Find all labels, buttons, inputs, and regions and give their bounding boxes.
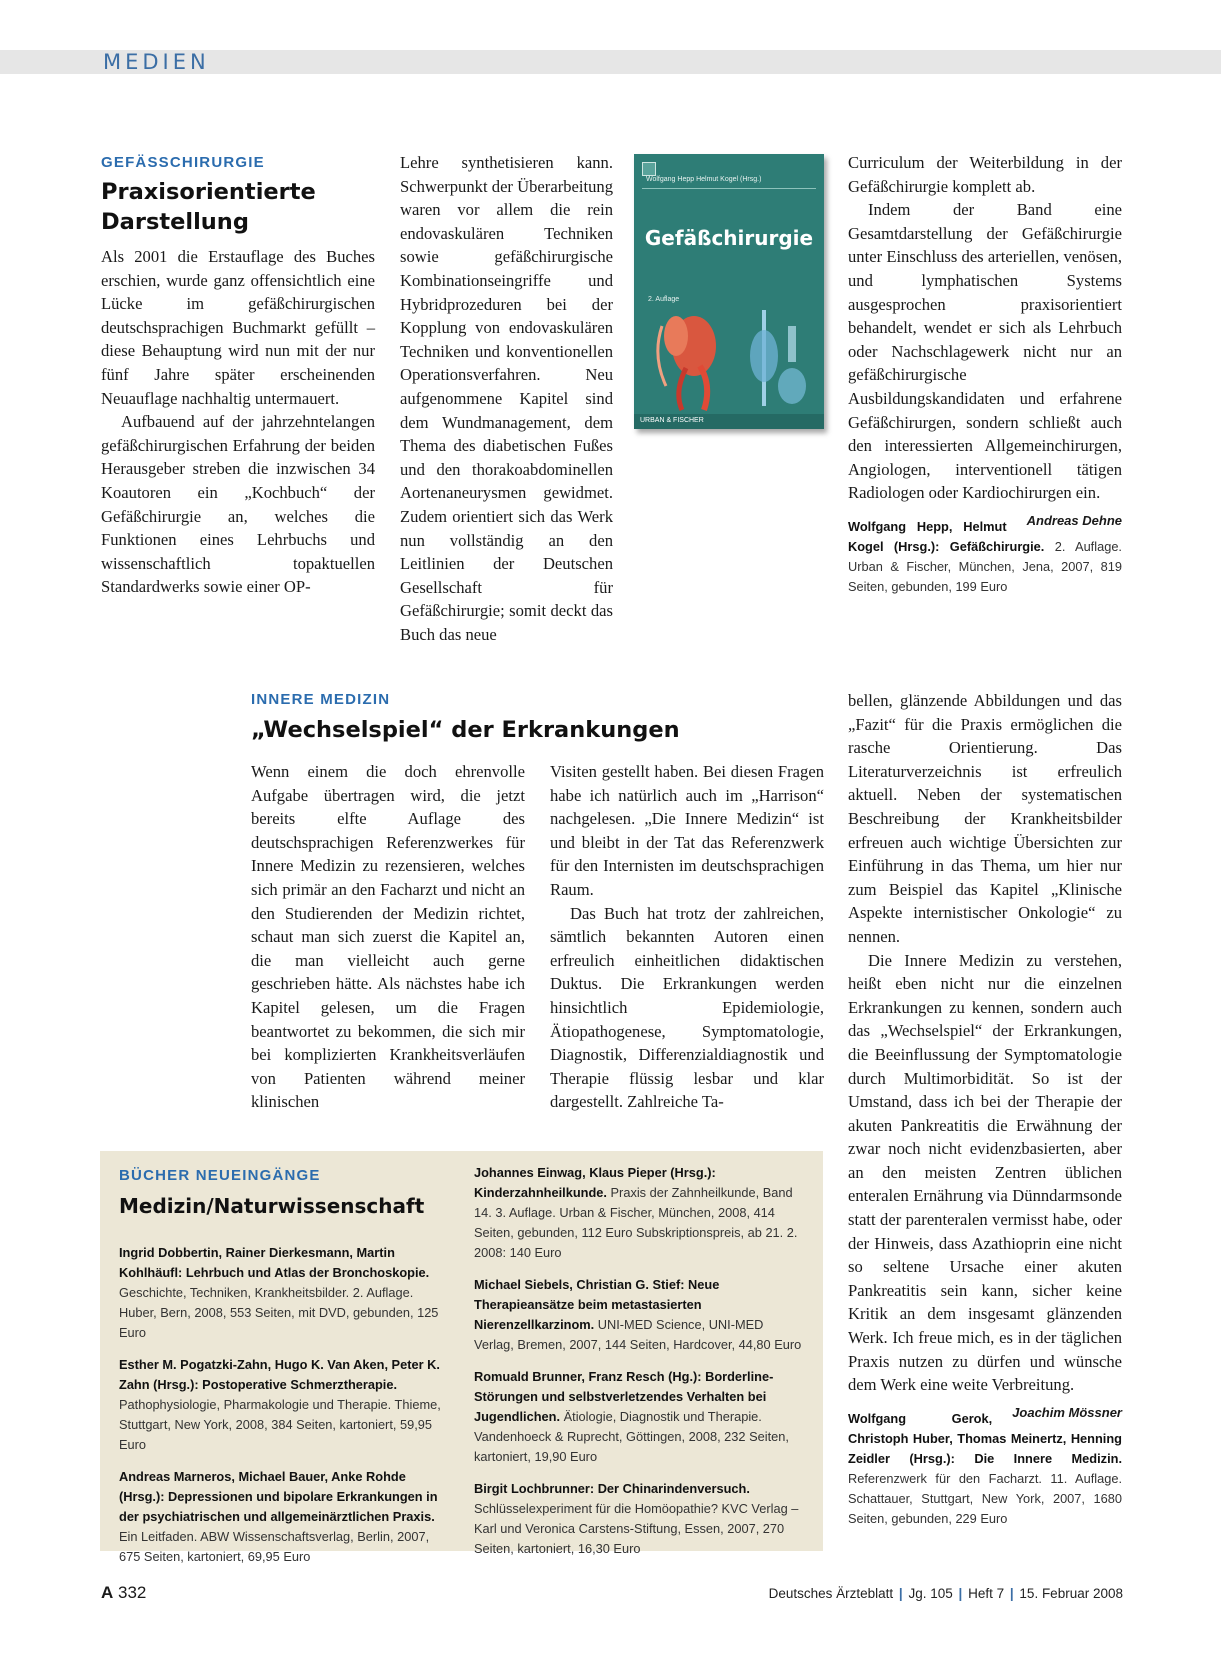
book-entry-details: Ein Leitfaden. ABW Wissenschaftsverlag, Berlin, 2007, 675 Seiten, kartoniert, 69,95 Euro xyxy=(119,1529,430,1564)
book-entry-title: Johannes Einwag, Klaus Pieper (Hrsg.): Kinderzahnheilkunde. xyxy=(474,1165,716,1200)
article1-column-1 xyxy=(101,245,375,599)
section-label: MEDIEN xyxy=(103,50,210,74)
article2-column-1 xyxy=(251,760,525,1114)
book-entry-title: Ingrid Dobbertin, Rainer Dierkesmann, Martin Kohlhäufl: Lehrbuch und Atlas der Bronchoskopie. xyxy=(119,1245,430,1280)
article1-paragraph: Curriculum der Weiterbildung in der Gefäßchirurgie komplett ab. xyxy=(848,153,1122,196)
article2-paragraph: Das Buch hat trotz der zahlreichen, sämtlich bekannten Autoren einen erfreulich einheitlichen didaktischen Duktus. Die Erkrankungen werden hinsichtlich Epidemiologie, Ätiopathogenese, Symptomatologie, Diagnostik, Differenzialdiagnostik und Therapie flüssig lesbar und klar dargestellt. Zahlreiche Ta- xyxy=(550,903,824,1112)
books-list-right xyxy=(474,1163,806,1559)
books-title: Medizin/Naturwissenschaft xyxy=(119,1194,425,1218)
journal-issue: Heft 7 xyxy=(968,1586,1005,1601)
journal-footer xyxy=(769,1586,1123,1601)
book-entry xyxy=(119,1355,449,1455)
page-number-value: 332 xyxy=(118,1583,147,1602)
article1-paragraph-text: Indem der Band eine Gesamtdarstellung der Gefäßchirurgie unter Einschluss des arteriellen, venösen, und lymphatischen Systems ausgesprochen praxisorientiert behandelt, wendet er sich als Lehrbuch oder Nachschlagewerk nicht nur an gefäßchirurgische Ausbildungskandidaten und erfahrene Gefäßchirurgen, sondern schließt auch den interessierten Allgemeinchirurgen, Angiologen, interventionell tätigen Radiologen oder Kardiochirurgen ein. xyxy=(848,200,1122,503)
book-entry-details: Schlüsselexperiment für die Homöopathie? KVC Verlag – Karl und Veronica Carstens-Stiftung, Essen, 2007, 270 Seiten, kartoniert, 16,30 Euro xyxy=(474,1501,799,1556)
footer-separator: | xyxy=(1009,1586,1014,1601)
article1-title-line1: Praxisorientierte xyxy=(101,179,316,205)
book-entry-details: Ätiologie, Diagnostik und Therapie. Vandenhoeck & Ruprecht, Göttingen, 2008, 232 Seiten, kartoniert, 19,90 Euro xyxy=(474,1409,789,1464)
journal-volume: Jg. 105 xyxy=(908,1586,953,1601)
books-new-arrivals-box xyxy=(100,1151,823,1564)
book-entry-title: Michael Siebels, Christian G. Stief: Neue Therapieansätze beim metastasierten Nierenzellkarzinom. xyxy=(474,1277,720,1332)
article2-title: „Wechselspiel“ der Erkrankungen xyxy=(251,717,680,743)
books-list-left xyxy=(119,1243,449,1567)
book-entry-title: Andreas Marneros, Michael Bauer, Anke Rohde (Hrsg.): Depressionen und bipolare Erkrankungen in der psychiatrischen und allgemeinärztlichen Praxis. xyxy=(119,1469,438,1524)
journal-date: 15. Februar 2008 xyxy=(1019,1586,1123,1601)
article2-paragraph: Visiten gestellt haben. Bei diesen Fragen habe ich natürlich auch im „Harrison“ nachgelesen. „Die Innere Medizin“ ist und bleibt in der Tat das Referenzwerk für den Internisten im deutschsprachigen Raum. xyxy=(550,762,824,899)
article1-ref-bold: Wolfgang Hepp, Helmut Kogel (Hrsg.): Gefäßchirurgie. xyxy=(848,518,1045,554)
article1-paragraph: Aufbauend auf der jahrzehntelangen gefäßchirurgischen Erfahrung der beiden Herausgeber streben die inzwischen 34 Koautoren ein „Kochbuch“ der Gefäßchirurgie an, welches die Funktionen eines Lehrbuchs und wissenschaftlich topaktuellen Standardwerks sowie einer OP- xyxy=(101,412,375,597)
article2-author: Joachim Mössner xyxy=(1012,1404,1122,1420)
book-entry xyxy=(119,1243,449,1343)
article2-column-3 xyxy=(848,689,1122,1529)
cover-rule xyxy=(642,188,816,189)
book-entry-details: UNI-MED Science, UNI-MED Verlag, Bremen, 2007, 144 Seiten, Hardcover, 44,80 Euro xyxy=(474,1317,802,1352)
book-entry-details: Pathophysiologie, Pharmakologie und Therapie. Thieme, Stuttgart, New York, 2008, 384 Seiten, kartoniert, 59,95 Euro xyxy=(119,1397,441,1452)
article2-kicker: INNERE MEDIZIN xyxy=(251,691,391,708)
book-entry-title: Esther M. Pogatzki-Zahn, Hugo K. Van Aken, Peter K. Zahn (Hrsg.): Postoperative Schmerztherapie. xyxy=(119,1357,440,1392)
book-entry-details: Praxis der Zahnheilkunde, Band 14. 3. Auflage. Urban & Fischer, München, 2008, 414 Seiten, gebunden, 112 Euro Subskriptionspreis, ab 21. 2. 2008: 140 Euro xyxy=(474,1185,798,1260)
book-entry xyxy=(119,1467,449,1567)
book-entry-title: Romuald Brunner, Franz Resch (Hg.): Borderline-Störungen und selbstverletzendes Verhalten bei Jugendlichen. xyxy=(474,1369,774,1424)
books-kicker: BÜCHER NEUEINGÄNGE xyxy=(119,1167,321,1184)
book-entry xyxy=(474,1367,806,1467)
article1-author: Andreas Dehne xyxy=(1026,512,1122,528)
book-entry-title: Birgit Lochbrunner: Der Chinarindenversuch. xyxy=(474,1481,750,1496)
article1-title-line2: Darstellung xyxy=(101,209,249,235)
article1-column-2 xyxy=(400,151,674,646)
page-prefix: A xyxy=(101,1583,114,1602)
cover-publisher-bar xyxy=(634,414,824,429)
article2-ref-rest: Referenzwerk für den Facharzt. 11. Auflage. Schattauer, Stuttgart, New York, 2007, 1680 Seiten, gebunden, 229 Euro xyxy=(848,1470,1122,1526)
footer-separator: | xyxy=(958,1586,963,1601)
page-number xyxy=(101,1583,146,1603)
article2-paragraph: Wenn einem die doch ehrenvolle Aufgabe übertragen wird, die jetzt bereits elfte Auflage des deutschsprachigen Referenzwerkes für Innere Medizin zu rezensieren, welches sich primär an den Facharzt und nicht an den Studierenden der Medizin richtet, schaut man sich zuerst die Kapitel an, die man vielleicht auch gerne geschrieben hätte. Als nächstes habe ich Kapitel gelesen, um die Fragen beantwortet zu bekommen, die sich mir bei komplizierten Krankheitsverläufen von Patienten während meiner klinischen xyxy=(251,762,525,1112)
cover-editors: Wolfgang Hepp Helmut Kogel (Hrsg.) xyxy=(646,176,762,183)
cover-edition: 2. Auflage xyxy=(648,296,680,303)
article2-paragraph-text: Die Innere Medizin zu verstehen, heißt eben nicht nur die einzelnen Erkrankungen zu kennen, sondern auch das „Wechselspiel“ der Erkrankungen, die Beeinflussung der Symptomatologie durch Multimorbidität. So ist der Umstand, dass ich bei der Therapie der akuten Pankreatitis die Erwähnung der zwar noch nicht evidenzbasierten, aber an den meisten Zentren üblichen enteralen Ernährung via Dünndarmsonde statt der parenteralen vermisst habe, oder der Hinweis, dass Azathioprin eine nicht so seltene Ursache einer akuten Pankreatitis sein kann, sicher keine Kritik an dem insgesamt glänzenden Werk. Ich freue mich, es in der täglichen Praxis nutzen zu dürfen und wünsche dem Werk eine weite Verbreitung. xyxy=(848,950,1122,1395)
book-entry xyxy=(474,1275,806,1355)
book-entry-details: Geschichte, Techniken, Krankheitsbilder. 2. Auflage. Huber, Bern, 2008, 553 Seiten, mit DVD, gebunden, 125 Euro xyxy=(119,1285,439,1340)
book-entry xyxy=(474,1479,806,1559)
article1-paragraph: Lehre synthetisieren kann. Schwerpunkt der Überarbeitung waren vor allem die rein endovaskulären Techniken sowie gefäßchirurgische Kombinationseingriffe und Hybridprozeduren bei der Kopplung von endovaskulären Techniken und konventionellen Operationsverfahren. Neu aufgenommene Kapitel sind dem Wundmanagement, dem Thema des diabetischen Fußes und den thorakoabdominellen Aortenaneurysmen gewidmet. Zudem orientiert sich das Werk nun vollständig an den Leitlinien der Deutschen Gesellschaft für Gefäßchirurgie; somit deckt das Buch das neue xyxy=(400,153,613,644)
footer-separator: | xyxy=(898,1586,903,1601)
cover-publisher: URBAN & FISCHER xyxy=(640,417,704,424)
journal-name: Deutsches Ärzteblatt xyxy=(768,1586,894,1601)
article2-paragraph xyxy=(848,949,1122,1420)
article1-paragraph xyxy=(848,198,1122,528)
publisher-logo-icon xyxy=(642,162,656,176)
article2-column-2 xyxy=(550,760,824,1114)
cover-title: Gefäßchirurgie xyxy=(644,226,814,250)
article2-ref-bold: Wolfgang Gerok, Christoph Huber, Thomas Meinertz, Henning Zeidler (Hrsg.): Die Innere Medizin. xyxy=(848,1410,1122,1466)
article1-column-3 xyxy=(848,151,1122,597)
book-entry xyxy=(474,1163,806,1263)
article1-kicker: GEFÄSSCHIRURGIE xyxy=(101,154,265,171)
article1-ref-rest: 2. Auflage. Urban & Fischer, München, Jena, 2007, 819 Seiten, gebunden, 199 Euro xyxy=(848,538,1122,594)
article2-paragraph: bellen, glänzende Abbildungen und das „Fazit“ für die Praxis ermöglichen die rasche Orientierung. Das Literaturverzeichnis ist erfreulich aktuell. Neben der systematischen Beschreibung der Krankheitsbilder erfreuen auch wichtige Übersichten zur Einführung in das Thema, um hier nur zum Beispiel das Kapitel „Klinische Aspekte internistischer Onkologie“ zu nennen. xyxy=(848,691,1122,946)
article2-book-reference xyxy=(848,1409,1122,1529)
article1-title xyxy=(101,177,316,237)
book-cover-gefaesschirurgie xyxy=(634,154,824,429)
anatomy-illustration-icon xyxy=(642,306,818,412)
article1-paragraph: Als 2001 die Erstauflage des Buches erschien, wurde ganz offensichtlich eine Lücke im gefäßchirurgischen deutschsprachigen Buchmarkt gefüllt – diese Behauptung wird nun mit der nur fünf Jahre später erscheinenden Neuauflage nachhaltig untermauert. xyxy=(101,247,375,408)
